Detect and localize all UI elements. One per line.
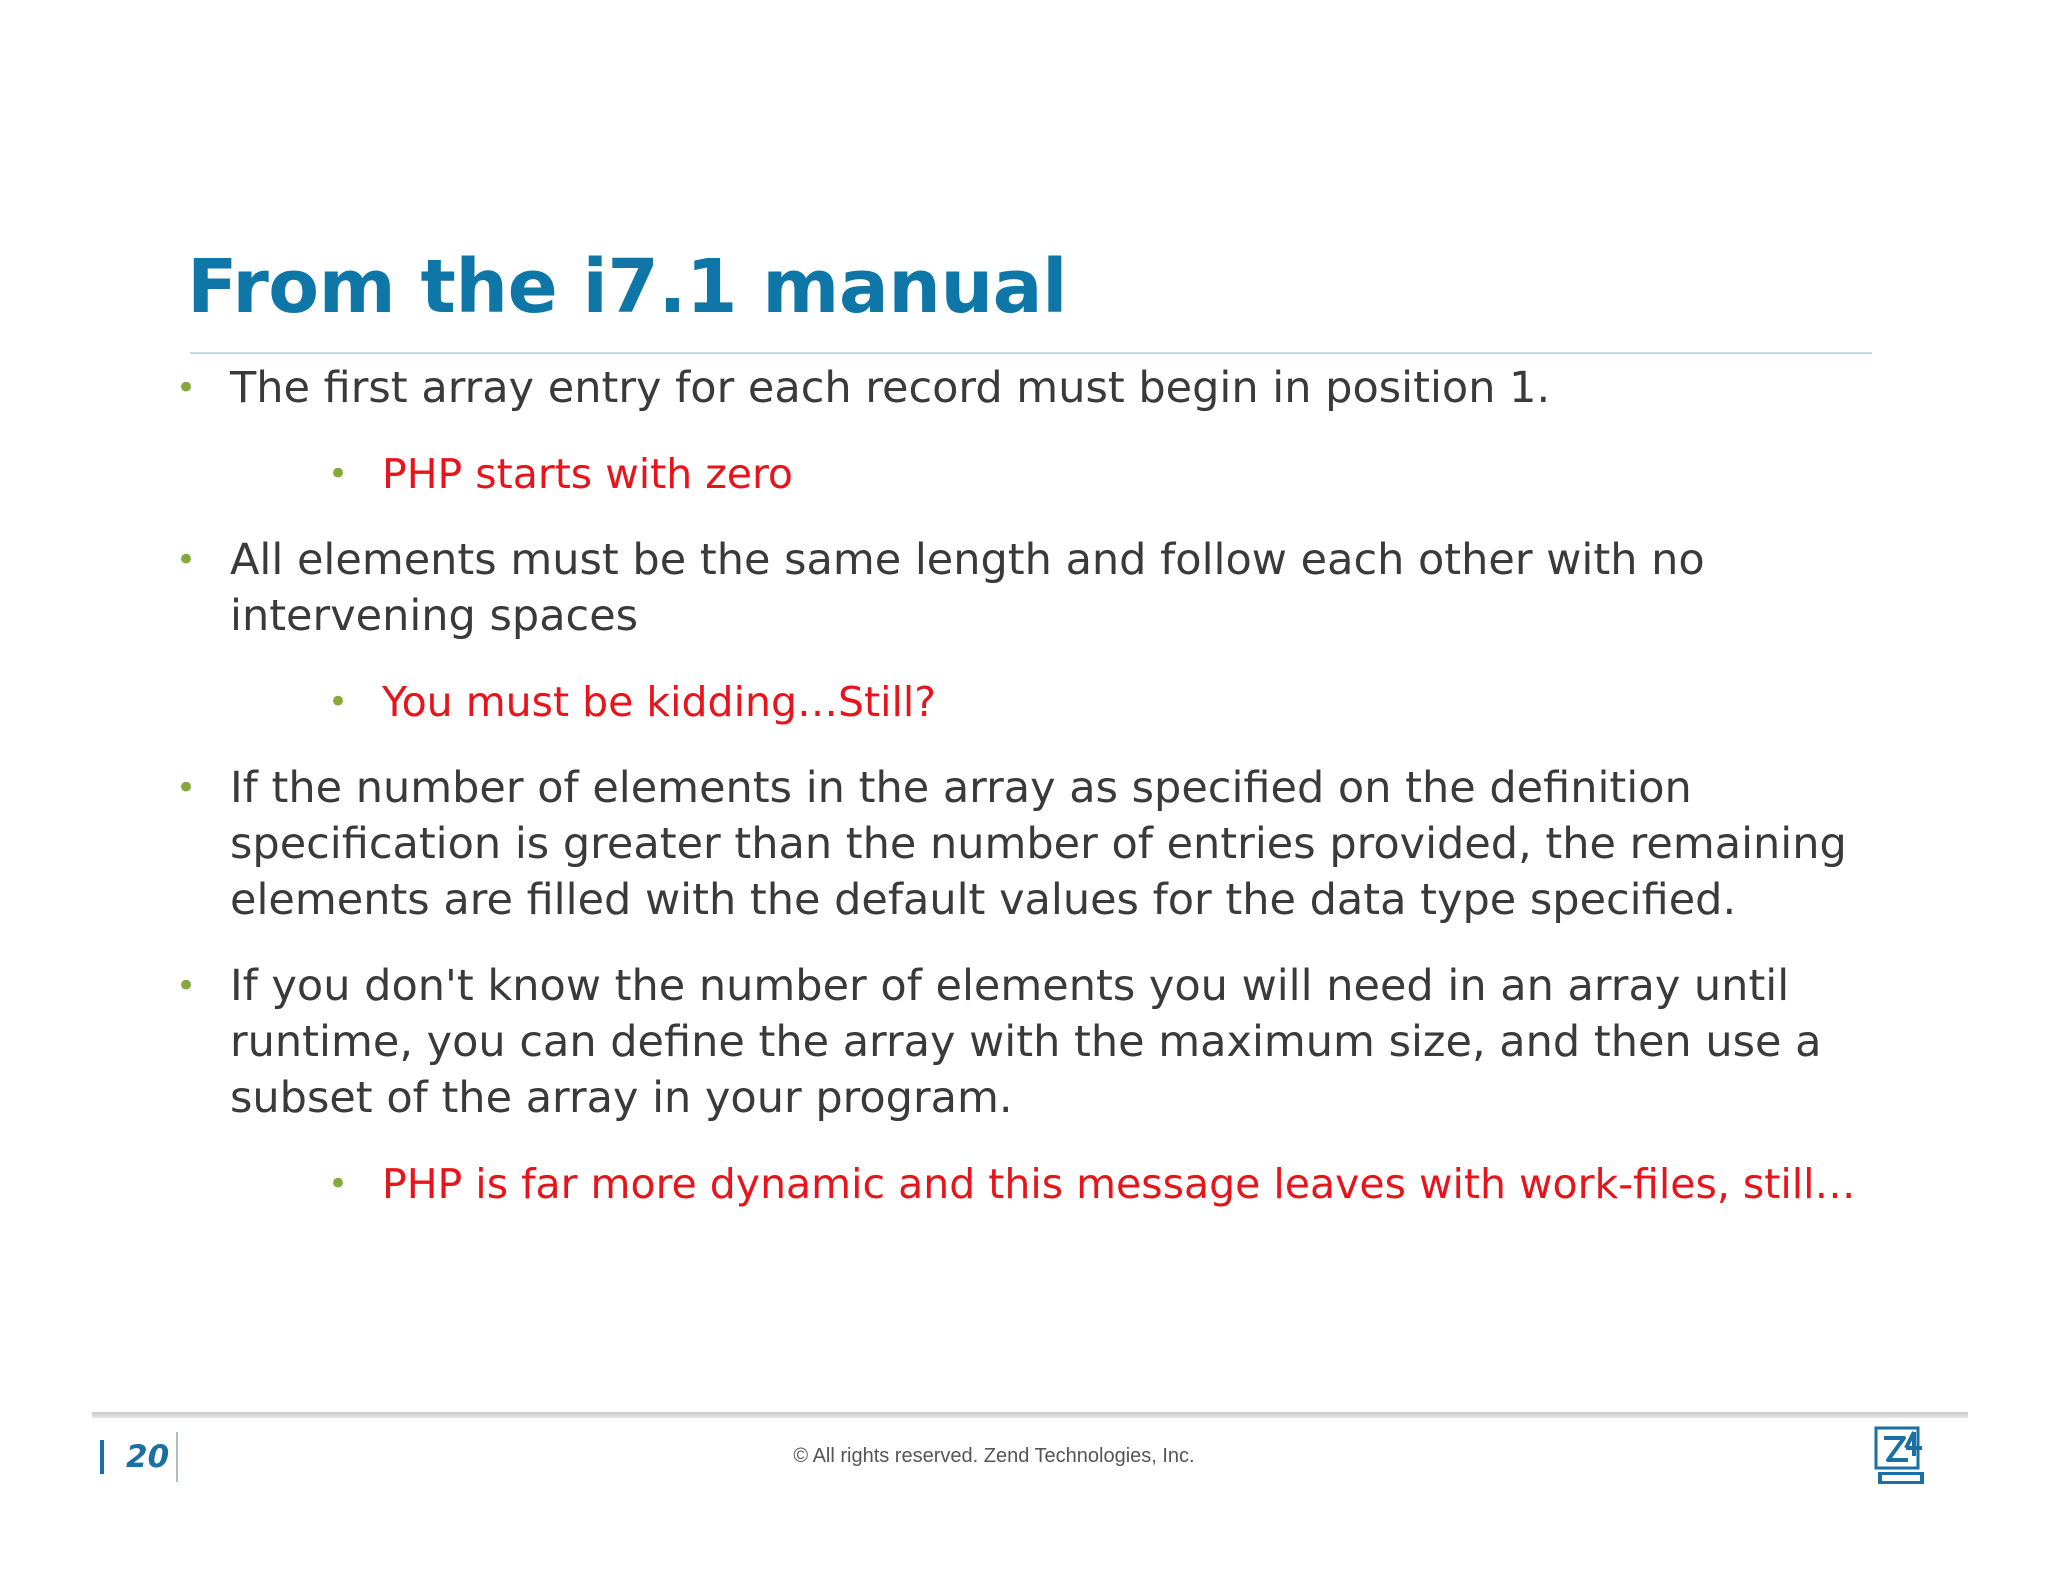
- bullet-item: [172, 958, 1872, 1126]
- sub-bullet-text: PHP is far more dynamic and this message leaves with work-files, still…: [382, 1160, 1856, 1208]
- bullet-text: The first array entry for each record must begin in position 1.: [230, 363, 1551, 413]
- bullet-icon: •: [176, 768, 197, 808]
- bullet-item: [172, 532, 1872, 644]
- bullet-text: If you don't know the number of elements you will need in an array until runtime, you can define the array with the maximum size, and then use a subset of the array in your program.: [230, 961, 1822, 1123]
- bullet-icon: •: [176, 368, 197, 408]
- sub-bullet-text: PHP starts with zero: [382, 450, 794, 498]
- bullet-icon: •: [328, 454, 349, 494]
- zend-logo-icon: [1874, 1426, 1930, 1486]
- bullet-icon: •: [328, 682, 349, 722]
- bullet-text: All elements must be the same length and follow each other with no intervening spaces: [230, 535, 1705, 641]
- bullet-item: [172, 360, 1872, 416]
- sub-bullet-text: You must be kidding…Still?: [382, 678, 937, 726]
- title-divider: [190, 352, 1872, 354]
- bullet-icon: •: [176, 540, 197, 580]
- copyright-notice: © All rights reserved. Zend Technologies, Inc.: [793, 1445, 1195, 1467]
- bullet-item: [172, 760, 1872, 928]
- page-number: 20: [126, 1439, 170, 1475]
- bullet-list: [172, 360, 1872, 1212]
- bullet-text: If the number of elements in the array as specified on the definition specification is greater than the number of entries provided, the remaining elements are filled with the default values for the data type specified.: [230, 763, 1847, 925]
- bullet-icon: •: [328, 1164, 349, 1204]
- footer-divider: [92, 1412, 1968, 1418]
- sub-bullet-item: [172, 674, 1872, 730]
- bullet-icon: •: [176, 966, 197, 1006]
- slide-title: From the i7.1 manual: [187, 244, 1067, 330]
- sub-bullet-item: [172, 1156, 1872, 1212]
- sub-bullet-item: [172, 446, 1872, 502]
